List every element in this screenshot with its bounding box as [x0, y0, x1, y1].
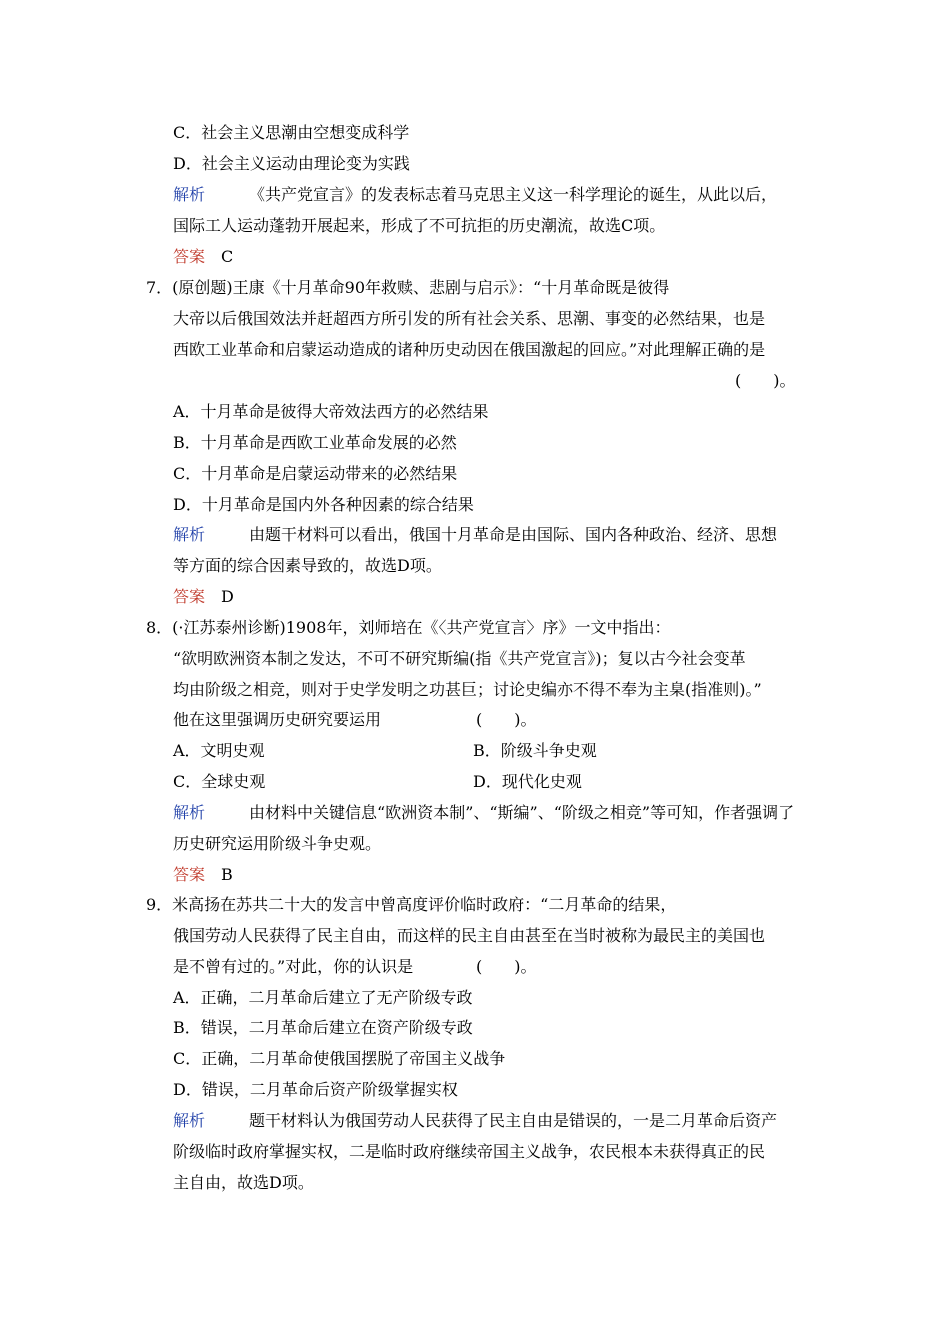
q7-answer [173, 587, 234, 607]
answer-value: C [221, 247, 234, 266]
q7-explanation-line-2: 等方面的综合因素导致的，故选D项。 [173, 556, 442, 575]
q6-explanation-line-1 [173, 185, 777, 205]
q7-option-d: D．十月革命是国内外各种因素的综合结果 [173, 495, 474, 514]
q8-option-c: C．全球史观 [173, 772, 266, 791]
q9-explanation-line-2: 阶级临时政府掌握实权，二是临时政府继续帝国主义战争，农民根本未获得真正的民 [173, 1142, 766, 1161]
q8-option-d: D．现代化史观 [473, 772, 582, 791]
q7-option-b: B．十月革命是西欧工业革命发展的必然 [173, 433, 457, 452]
q8-explanation-line-2: 历史研究运用阶级斗争史观。 [173, 834, 382, 853]
q9-option-d: D．错误，二月革命后资产阶级掌握实权 [173, 1080, 458, 1099]
answer-value: D [221, 587, 234, 606]
q7-stem-line-1: 7．(原创题)王康《十月革命90年救赎、悲剧与启示》：“十月革命既是彼得 [146, 278, 670, 297]
q9-explanation-line-3: 主自由，故选D项。 [173, 1173, 314, 1192]
q7-option-c: C．十月革命是启蒙运动带来的必然结果 [173, 464, 458, 483]
q6-option-d: D．社会主义运动由理论变为实践 [173, 154, 410, 173]
q9-option-a: A．正确，二月革命后建立了无产阶级专政 [173, 988, 473, 1007]
explanation-label: 解析 [173, 185, 206, 204]
q7-stem-line-3: 西欧工业革命和启蒙运动造成的诸种历史动因在俄国激起的回应。”对此理解正确的是 [173, 340, 766, 359]
q9-answer-paren: ( )。 [476, 957, 537, 976]
answer-value: B [221, 865, 233, 884]
q7-explanation-line-1 [173, 525, 777, 545]
q8-stem-line-1: 8．(·江苏泰州诊断)1908年，刘师培在《〈共产党宣言〉序》一文中指出： [146, 618, 671, 637]
q7-stem-line-2: 大帝以后俄国效法并赶超西方所引发的所有社会关系、思潮、事变的必然结果，也是 [173, 309, 766, 328]
q6-explanation-line-2: 国际工人运动蓬勃开展起来，形成了不可抗拒的历史潮流，故选C项。 [173, 216, 666, 235]
explanation-text: 由题干材料可以看出，俄国十月革命是由国际、国内各种政治、经济、思想 [249, 525, 778, 544]
q9-option-c: C．正确，二月革命使俄国摆脱了帝国主义战争 [173, 1049, 506, 1068]
q8-explanation-line-1 [173, 803, 794, 823]
q8-option-b: B．阶级斗争史观 [473, 741, 597, 760]
q9-stem-text: 是不曾有过的。”对此，你的认识是 [173, 957, 414, 976]
answer-label: 答案 [173, 247, 206, 266]
q9-stem-line-1: 9．米高扬在苏共二十大的发言中曾高度评价临时政府：“二月革命的结果， [146, 895, 677, 914]
q8-stem-line-4 [173, 710, 537, 730]
q8-stem-line-3: 均由阶级之相竞，则对于史学发明之功甚巨；讨论史编亦不得不奉为主臬(指准则)。” [173, 680, 762, 699]
explanation-text: 由材料中关键信息“欧洲资本制”、“斯编”、“阶级之相竞”等可知，作者强调了 [249, 803, 795, 822]
q8-answer-paren: ( )。 [476, 710, 537, 729]
q6-option-c: C．社会主义思潮由空想变成科学 [173, 123, 410, 142]
q8-option-a: A．文明史观 [173, 741, 265, 760]
q9-stem-line-2: 俄国劳动人民获得了民主自由，而这样的民主自由甚至在当时被称为最民主的美国也 [173, 926, 766, 945]
q7-option-a: A．十月革命是彼得大帝效法西方的必然结果 [173, 402, 489, 421]
q8-stem-line-2: “欲明欧洲资本制之发达，不可不研究斯编(指《共产党宣言》)；复以古今社会变革 [173, 649, 746, 668]
explanation-label: 解析 [173, 803, 206, 822]
q9-explanation-line-1 [173, 1111, 777, 1131]
q8-answer [173, 865, 233, 885]
q9-option-b: B．错误，二月革命后建立在资产阶级专政 [173, 1018, 473, 1037]
explanation-label: 解析 [173, 1111, 206, 1130]
answer-label: 答案 [173, 865, 206, 884]
explanation-label: 解析 [173, 525, 206, 544]
q8-stem-text: 他在这里强调历史研究要运用 [173, 710, 382, 729]
explanation-text: 《共产党宣言》的发表标志着马克思主义这一科学理论的诞生，从此以后， [249, 185, 778, 204]
explanation-text: 题干材料认为俄国劳动人民获得了民主自由是错误的，一是二月革命后资产 [249, 1111, 778, 1130]
answer-label: 答案 [173, 587, 206, 606]
q9-stem-line-3 [173, 957, 537, 977]
q7-answer-paren: ( )。 [735, 371, 796, 390]
q6-answer [173, 247, 233, 267]
